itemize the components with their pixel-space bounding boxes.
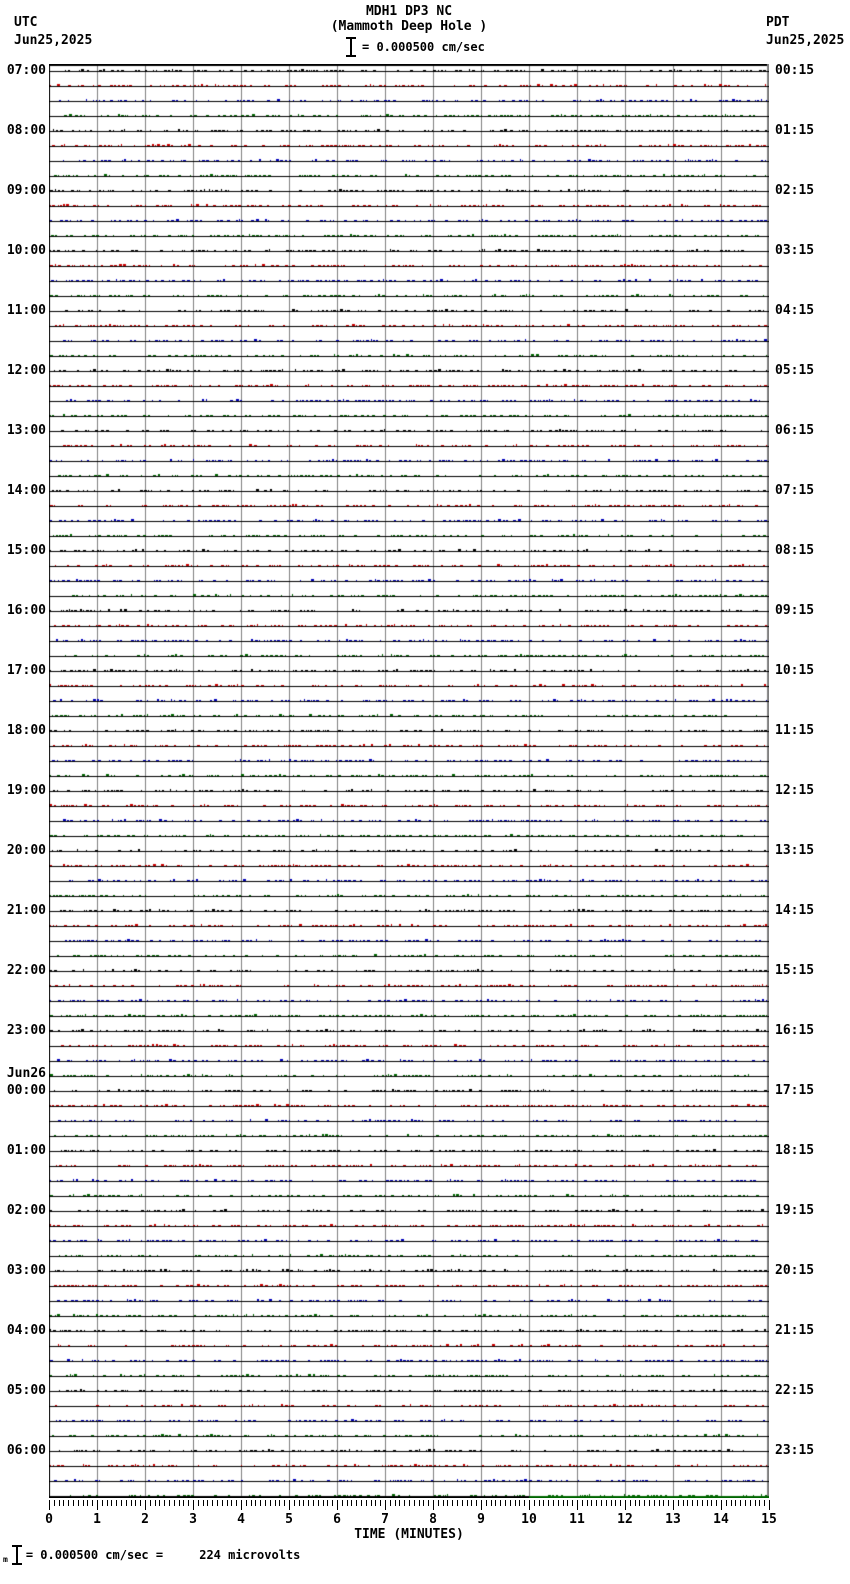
minor-tick-mark xyxy=(428,1500,429,1506)
minor-tick-mark xyxy=(740,1500,741,1506)
plot-area xyxy=(49,64,769,1498)
seismogram-traces-canvas xyxy=(49,64,769,1498)
major-tick-mark xyxy=(385,1500,386,1510)
minor-tick-mark xyxy=(553,1500,554,1506)
minor-tick-mark xyxy=(745,1500,746,1506)
pdt-hour-label: 07:15 xyxy=(775,483,815,498)
pdt-hour-label: 05:15 xyxy=(775,363,815,378)
minor-tick-mark xyxy=(630,1500,631,1506)
minor-tick-mark xyxy=(515,1500,516,1506)
utc-hour-label: 14:00 xyxy=(6,483,46,498)
minor-tick-mark xyxy=(404,1500,405,1506)
pdt-hour-label: 03:15 xyxy=(775,243,815,258)
left-timezone-label: UTC xyxy=(14,15,38,30)
major-tick-mark xyxy=(529,1500,530,1510)
minor-tick-mark xyxy=(63,1500,64,1506)
minor-tick-mark xyxy=(342,1500,343,1506)
major-tick-mark xyxy=(337,1500,338,1510)
major-tick-mark xyxy=(625,1500,626,1510)
amplitude-scale xyxy=(346,37,485,57)
minor-tick-mark xyxy=(116,1500,117,1506)
minor-tick-mark xyxy=(217,1500,218,1506)
scale-label: = 0.000500 cm/sec xyxy=(362,39,485,54)
minor-tick-mark xyxy=(356,1500,357,1506)
x-tick-label: 0 xyxy=(45,1512,53,1527)
x-tick-label: 7 xyxy=(381,1512,389,1527)
minor-tick-mark xyxy=(524,1500,525,1506)
minor-tick-mark xyxy=(596,1500,597,1506)
minor-tick-mark xyxy=(236,1500,237,1506)
utc-hour-label: 15:00 xyxy=(6,543,46,558)
minor-tick-mark xyxy=(347,1500,348,1506)
x-tick-label: 13 xyxy=(665,1512,681,1527)
minor-tick-mark xyxy=(558,1500,559,1506)
pdt-hour-label: 01:15 xyxy=(775,123,815,138)
scale-bar-icon xyxy=(346,37,356,57)
minor-tick-mark xyxy=(491,1500,492,1506)
minor-tick-mark xyxy=(183,1500,184,1506)
utc-hour-label: 17:00 xyxy=(6,663,46,678)
minor-tick-mark xyxy=(73,1500,74,1506)
minor-tick-mark xyxy=(500,1500,501,1506)
minor-tick-mark xyxy=(323,1500,324,1506)
utc-hour-label: 21:00 xyxy=(6,903,46,918)
minor-tick-mark xyxy=(102,1500,103,1506)
minor-tick-mark xyxy=(615,1500,616,1506)
pdt-hour-label: 17:15 xyxy=(775,1083,815,1098)
minor-tick-mark xyxy=(471,1500,472,1506)
utc-hour-label: 01:00 xyxy=(6,1143,46,1158)
major-tick-mark xyxy=(289,1500,290,1510)
major-tick-mark xyxy=(145,1500,146,1510)
minor-tick-mark xyxy=(135,1500,136,1506)
utc-hour-label: 03:00 xyxy=(6,1263,46,1278)
minor-tick-mark xyxy=(390,1500,391,1506)
major-tick-mark xyxy=(721,1500,722,1510)
minor-tick-mark xyxy=(121,1500,122,1506)
x-tick-label: 12 xyxy=(617,1512,633,1527)
minor-tick-mark xyxy=(755,1500,756,1506)
minor-tick-mark xyxy=(159,1500,160,1506)
minor-tick-mark xyxy=(59,1500,60,1506)
minor-tick-mark xyxy=(87,1500,88,1506)
minor-tick-mark xyxy=(92,1500,93,1506)
pdt-hour-label: 08:15 xyxy=(775,543,815,558)
minor-tick-mark xyxy=(476,1500,477,1506)
pdt-hour-label: 09:15 xyxy=(775,603,815,618)
minor-tick-mark xyxy=(395,1500,396,1506)
minor-tick-mark xyxy=(164,1500,165,1506)
minor-tick-mark xyxy=(150,1500,151,1506)
minor-tick-mark xyxy=(764,1500,765,1506)
utc-hour-label: 09:00 xyxy=(6,183,46,198)
minor-tick-mark xyxy=(548,1500,549,1506)
utc-hour-label: 12:00 xyxy=(6,363,46,378)
minor-tick-mark xyxy=(462,1500,463,1506)
minor-tick-mark xyxy=(423,1500,424,1506)
pdt-hour-label: 18:15 xyxy=(775,1143,815,1158)
utc-hour-label: 02:00 xyxy=(6,1203,46,1218)
utc-hour-label: 06:00 xyxy=(6,1443,46,1458)
minor-tick-mark xyxy=(759,1500,760,1506)
minor-tick-mark xyxy=(467,1500,468,1506)
pdt-hour-label: 22:15 xyxy=(775,1383,815,1398)
minor-tick-mark xyxy=(611,1500,612,1506)
major-tick-mark xyxy=(433,1500,434,1510)
minor-tick-mark xyxy=(198,1500,199,1506)
minor-tick-mark xyxy=(207,1500,208,1506)
major-tick-mark xyxy=(769,1500,770,1510)
right-date-label: Jun25,2025 xyxy=(766,33,845,48)
minor-tick-mark xyxy=(649,1500,650,1506)
minor-tick-mark xyxy=(486,1500,487,1506)
minor-tick-mark xyxy=(375,1500,376,1506)
major-tick-mark xyxy=(673,1500,674,1510)
minor-tick-mark xyxy=(83,1500,84,1506)
minor-tick-mark xyxy=(131,1500,132,1506)
x-tick-label: 4 xyxy=(237,1512,245,1527)
minor-tick-mark xyxy=(270,1500,271,1506)
minor-tick-mark xyxy=(251,1500,252,1506)
minor-tick-mark xyxy=(255,1500,256,1506)
minor-tick-mark xyxy=(591,1500,592,1506)
major-tick-mark xyxy=(577,1500,578,1510)
utc-hour-label: 18:00 xyxy=(6,723,46,738)
minor-tick-mark xyxy=(399,1500,400,1506)
minor-tick-mark xyxy=(227,1500,228,1506)
pdt-hour-label: 06:15 xyxy=(775,423,815,438)
x-tick-label: 9 xyxy=(477,1512,485,1527)
minor-tick-mark xyxy=(299,1500,300,1506)
minor-tick-mark xyxy=(275,1500,276,1506)
x-tick-label: 3 xyxy=(189,1512,197,1527)
utc-hour-label: 08:00 xyxy=(6,123,46,138)
minor-tick-mark xyxy=(54,1500,55,1506)
pdt-hour-label: 23:15 xyxy=(775,1443,815,1458)
minor-tick-mark xyxy=(414,1500,415,1506)
minor-tick-mark xyxy=(505,1500,506,1506)
x-tick-label: 1 xyxy=(93,1512,101,1527)
minor-tick-mark xyxy=(140,1500,141,1506)
station-subtitle: (Mammoth Deep Hole ) xyxy=(330,19,488,34)
pdt-hour-label: 12:15 xyxy=(775,783,815,798)
utc-hour-label: 16:00 xyxy=(6,603,46,618)
minor-tick-mark xyxy=(126,1500,127,1506)
pdt-hour-label: 19:15 xyxy=(775,1203,815,1218)
minor-tick-mark xyxy=(692,1500,693,1506)
utc-hour-label: 11:00 xyxy=(6,303,46,318)
minor-tick-mark xyxy=(711,1500,712,1506)
minor-tick-mark xyxy=(68,1500,69,1506)
utc-hour-label: 20:00 xyxy=(6,843,46,858)
pdt-hour-label: 11:15 xyxy=(775,723,815,738)
major-tick-mark xyxy=(241,1500,242,1510)
pdt-hour-label: 20:15 xyxy=(775,1263,815,1278)
utc-hour-label: 13:00 xyxy=(6,423,46,438)
major-tick-mark xyxy=(49,1500,50,1510)
minor-tick-mark xyxy=(687,1500,688,1506)
footer-prefix-glyph: m xyxy=(3,1555,8,1564)
minor-tick-mark xyxy=(361,1500,362,1506)
minor-tick-mark xyxy=(587,1500,588,1506)
utc-hour-label: 23:00 xyxy=(6,1023,46,1038)
minor-tick-mark xyxy=(351,1500,352,1506)
x-tick-label: 2 xyxy=(141,1512,149,1527)
minor-tick-mark xyxy=(519,1500,520,1506)
minor-tick-mark xyxy=(543,1500,544,1506)
pdt-hour-label: 13:15 xyxy=(775,843,815,858)
minor-tick-mark xyxy=(639,1500,640,1506)
major-tick-mark xyxy=(97,1500,98,1510)
utc-hour-label: 22:00 xyxy=(6,963,46,978)
utc-hour-label: 05:00 xyxy=(6,1383,46,1398)
x-tick-label: 14 xyxy=(713,1512,729,1527)
minor-tick-mark xyxy=(452,1500,453,1506)
utc-hour-label: 19:00 xyxy=(6,783,46,798)
minor-tick-mark xyxy=(313,1500,314,1506)
minor-tick-mark xyxy=(246,1500,247,1506)
x-tick-label: 5 xyxy=(285,1512,293,1527)
utc-hour-label: 07:00 xyxy=(6,63,46,78)
minor-tick-mark xyxy=(203,1500,204,1506)
minor-tick-mark xyxy=(284,1500,285,1506)
minor-tick-mark xyxy=(303,1500,304,1506)
minor-tick-mark xyxy=(635,1500,636,1506)
pdt-hour-label: 00:15 xyxy=(775,63,815,78)
minor-tick-mark xyxy=(495,1500,496,1506)
right-timezone-label: PDT xyxy=(766,15,790,30)
minor-tick-mark xyxy=(620,1500,621,1506)
utc-hour-label: 04:00 xyxy=(6,1323,46,1338)
footer-scale-bar-icon xyxy=(12,1545,22,1565)
major-tick-mark xyxy=(193,1500,194,1510)
pdt-hour-label: 10:15 xyxy=(775,663,815,678)
minor-tick-mark xyxy=(534,1500,535,1506)
minor-tick-mark xyxy=(601,1500,602,1506)
x-tick-label: 6 xyxy=(333,1512,341,1527)
minor-tick-mark xyxy=(332,1500,333,1506)
footer-scale-note xyxy=(3,1545,300,1565)
minor-tick-mark xyxy=(567,1500,568,1506)
minor-tick-mark xyxy=(294,1500,295,1506)
minor-tick-mark xyxy=(327,1500,328,1506)
minor-tick-mark xyxy=(179,1500,180,1506)
minor-tick-mark xyxy=(155,1500,156,1506)
minor-tick-mark xyxy=(654,1500,655,1506)
minor-tick-mark xyxy=(510,1500,511,1506)
minor-tick-mark xyxy=(697,1500,698,1506)
minor-tick-mark xyxy=(231,1500,232,1506)
minor-tick-mark xyxy=(731,1500,732,1506)
left-date-label: Jun25,2025 xyxy=(14,33,93,48)
x-tick-label: 11 xyxy=(569,1512,585,1527)
minor-tick-mark xyxy=(582,1500,583,1506)
pdt-hour-label: 02:15 xyxy=(775,183,815,198)
x-tick-label: 10 xyxy=(521,1512,537,1527)
minor-tick-mark xyxy=(447,1500,448,1506)
minor-tick-mark xyxy=(438,1500,439,1506)
minor-tick-mark xyxy=(380,1500,381,1506)
footer-scale-equation: = 0.000500 cm/sec = 224 microvolts xyxy=(25,1547,301,1562)
minor-tick-mark xyxy=(659,1500,660,1506)
minor-tick-mark xyxy=(572,1500,573,1506)
minor-tick-mark xyxy=(735,1500,736,1506)
pdt-hour-label: 04:15 xyxy=(775,303,815,318)
x-tick-label: 15 xyxy=(761,1512,777,1527)
minor-tick-mark xyxy=(318,1500,319,1506)
minor-tick-mark xyxy=(457,1500,458,1506)
minor-tick-mark xyxy=(716,1500,717,1506)
station-title: MDH1 DP3 NC xyxy=(365,4,453,19)
minor-tick-mark xyxy=(279,1500,280,1506)
minor-tick-mark xyxy=(409,1500,410,1506)
major-tick-mark xyxy=(481,1500,482,1510)
pdt-hour-label: 15:15 xyxy=(775,963,815,978)
date-break-label: Jun26 xyxy=(6,1066,46,1081)
minor-tick-mark xyxy=(174,1500,175,1506)
minor-tick-mark xyxy=(419,1500,420,1506)
minor-tick-mark xyxy=(668,1500,669,1506)
pdt-hour-label: 21:15 xyxy=(775,1323,815,1338)
minor-tick-mark xyxy=(222,1500,223,1506)
minor-tick-mark xyxy=(726,1500,727,1506)
minor-tick-mark xyxy=(188,1500,189,1506)
minor-tick-mark xyxy=(443,1500,444,1506)
minor-tick-mark xyxy=(107,1500,108,1506)
minor-tick-mark xyxy=(663,1500,664,1506)
minor-tick-mark xyxy=(366,1500,367,1506)
minor-tick-mark xyxy=(111,1500,112,1506)
minor-tick-mark xyxy=(683,1500,684,1506)
minor-tick-mark xyxy=(169,1500,170,1506)
x-axis-title: TIME (MINUTES) xyxy=(354,1527,464,1542)
minor-tick-mark xyxy=(702,1500,703,1506)
minor-tick-mark xyxy=(606,1500,607,1506)
utc-hour-label: 00:00 xyxy=(6,1083,46,1098)
minor-tick-mark xyxy=(644,1500,645,1506)
minor-tick-mark xyxy=(265,1500,266,1506)
minor-tick-mark xyxy=(78,1500,79,1506)
minor-tick-mark xyxy=(212,1500,213,1506)
minor-tick-mark xyxy=(539,1500,540,1506)
minor-tick-mark xyxy=(308,1500,309,1506)
minor-tick-mark xyxy=(260,1500,261,1506)
minor-tick-mark xyxy=(750,1500,751,1506)
minor-tick-mark xyxy=(563,1500,564,1506)
minor-tick-mark xyxy=(707,1500,708,1506)
pdt-hour-label: 16:15 xyxy=(775,1023,815,1038)
minor-tick-mark xyxy=(678,1500,679,1506)
x-tick-label: 8 xyxy=(429,1512,437,1527)
minor-tick-mark xyxy=(371,1500,372,1506)
pdt-hour-label: 14:15 xyxy=(775,903,815,918)
utc-hour-label: 10:00 xyxy=(6,243,46,258)
